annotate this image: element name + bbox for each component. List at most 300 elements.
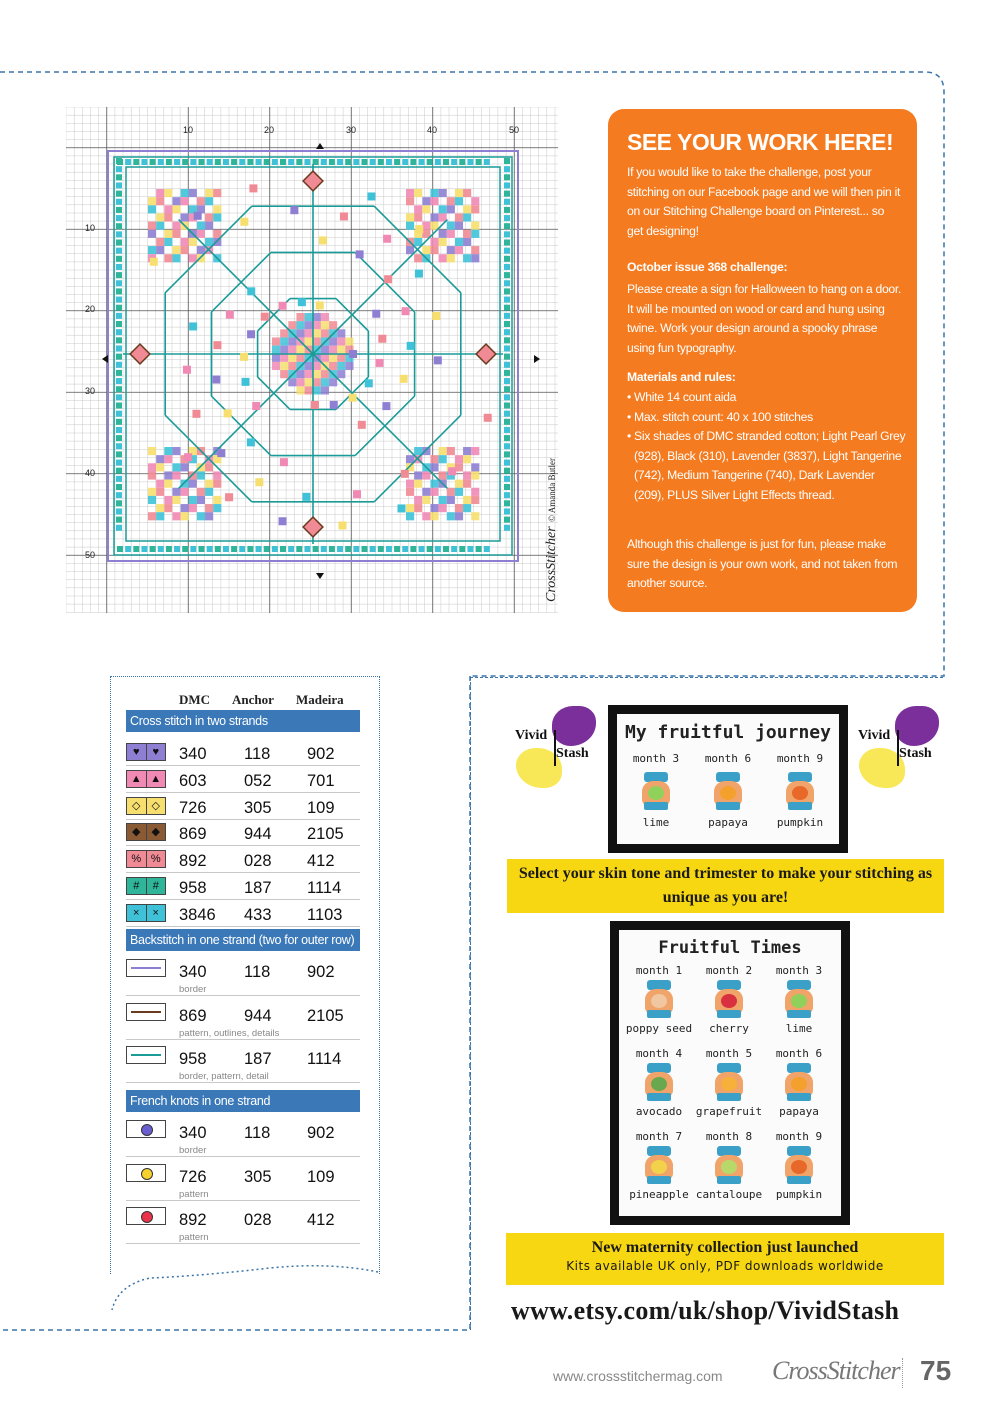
border-stitch — [504, 403, 510, 409]
madeira-code: 1103 — [307, 905, 343, 924]
motif-stitch — [302, 493, 310, 501]
motif-stitch — [367, 192, 375, 200]
cross-stitch-row — [126, 846, 360, 873]
pattern-stitch — [205, 189, 213, 197]
times-month-label: month 9 — [775, 1130, 823, 1143]
pattern-stitch — [205, 488, 213, 496]
border-stitch — [504, 272, 510, 278]
materials-item: • Max. stitch count: 40 x 100 stitches — [627, 409, 813, 424]
border-stitch — [239, 546, 245, 552]
border-stitch — [504, 321, 510, 327]
motif-stitch — [398, 504, 406, 512]
centre-stitch — [321, 386, 329, 394]
border-stitch — [504, 362, 510, 368]
logo-stash: Stash — [556, 746, 589, 761]
centre-stitch — [305, 362, 313, 370]
border-stitch — [504, 329, 510, 335]
border-stitch — [116, 492, 122, 498]
motif-stitch — [349, 394, 357, 402]
pattern-stitch — [164, 496, 172, 504]
cross-stitch-chart — [66, 107, 582, 613]
border-stitch — [443, 159, 449, 165]
border-stitch — [116, 443, 122, 449]
border-stitch — [150, 159, 156, 165]
madeira-code: 701 — [307, 771, 335, 790]
pattern-stitch — [439, 254, 447, 262]
pattern-stitch — [181, 480, 189, 488]
pattern-stitch — [213, 230, 221, 238]
border-stitch — [467, 159, 473, 165]
pattern-stitch — [213, 471, 221, 479]
border-stitch — [116, 354, 122, 360]
centre-stitch — [329, 321, 337, 329]
centre-stitch — [321, 370, 329, 378]
border-stitch — [504, 313, 510, 319]
banner-new-collection-title: New maternity collection just launched — [591, 1239, 859, 1256]
centre-stitch — [321, 313, 329, 321]
motif-stitch — [212, 375, 220, 383]
border-stitch — [451, 546, 457, 552]
symbol-cell: ◇ — [147, 798, 166, 814]
pattern-stitch — [439, 230, 447, 238]
border-stitch — [504, 240, 510, 246]
journey-month-label: month 3 — [632, 752, 680, 765]
motif-stitch — [247, 438, 255, 446]
pattern-stitch — [205, 213, 213, 221]
border-stitch — [504, 215, 510, 221]
journey-month-label: month 9 — [776, 752, 824, 765]
chart-top-number: 30 — [346, 125, 357, 135]
materials-item: • White 14 count aida — [627, 390, 737, 404]
centre-stitch — [296, 370, 304, 378]
pattern-stitch — [148, 205, 156, 213]
pattern-stitch — [181, 189, 189, 197]
pattern-stitch — [181, 213, 189, 221]
usage-note: pattern — [179, 1188, 209, 1200]
chart-top-number: 20 — [264, 125, 275, 135]
border-stitch — [182, 159, 188, 165]
border-stitch — [288, 546, 294, 552]
pattern-stitch — [471, 230, 479, 238]
anchor-code: 118 — [244, 745, 271, 763]
border-stitch — [116, 191, 122, 197]
pattern-stitch — [471, 496, 479, 504]
centre-stitch — [272, 337, 280, 345]
pregnancy-figure — [711, 772, 745, 812]
pattern-stitch — [439, 496, 447, 504]
border-stitch — [116, 313, 122, 319]
anchor-code: 118 — [244, 963, 271, 981]
border-stitch — [190, 159, 196, 165]
pattern-stitch — [414, 480, 422, 488]
pattern-stitch — [406, 189, 414, 197]
border-stitch — [419, 159, 425, 165]
pattern-stitch — [430, 189, 438, 197]
motif-stitch — [484, 414, 492, 422]
centre-stitch — [305, 370, 313, 378]
paint-splash-icon — [552, 706, 596, 746]
border-stitch — [116, 329, 122, 335]
pattern-stitch — [148, 447, 156, 455]
times-month-label: month 3 — [775, 964, 823, 977]
logo-vivid: Vivid — [515, 728, 548, 743]
times-fruit-label: papaya — [779, 1105, 819, 1118]
pattern-stitch — [189, 471, 197, 479]
border-stitch — [116, 468, 122, 474]
border-stitch — [116, 321, 122, 327]
border-stitch — [116, 297, 122, 303]
border-stitch — [116, 451, 122, 457]
page-number: 75 — [920, 1355, 952, 1386]
pattern-stitch — [463, 238, 471, 246]
journey-month-label: month 6 — [704, 752, 752, 765]
pattern-stitch — [422, 246, 430, 254]
pattern-stitch — [164, 471, 172, 479]
pattern-stitch — [439, 238, 447, 246]
border-stitch — [504, 305, 510, 311]
materials-list — [627, 388, 907, 505]
pattern-stitch — [406, 504, 414, 512]
centre-stitch — [280, 337, 288, 345]
border-stitch — [116, 272, 122, 278]
border-stitch — [116, 403, 122, 409]
motif-stitch — [372, 310, 380, 318]
border-stitch — [504, 191, 510, 197]
centre-stitch — [329, 378, 337, 386]
motif-stitch — [217, 449, 225, 457]
pattern-stitch — [422, 222, 430, 230]
border-stitch — [117, 546, 123, 552]
pattern-stitch — [414, 254, 422, 262]
materials-heading: Materials and rules: — [627, 370, 736, 384]
pattern-stitch — [463, 455, 471, 463]
cross-stitch-row — [126, 793, 360, 820]
times-month-label: month 8 — [705, 1130, 753, 1143]
chart-grid — [66, 107, 582, 613]
centre-stitch — [296, 346, 304, 354]
border-stitch — [116, 517, 122, 523]
pattern-stitch — [447, 246, 455, 254]
border-stitch — [304, 159, 310, 165]
pattern-stitch — [156, 213, 164, 221]
border-stitch — [402, 159, 408, 165]
centre-stitch — [305, 337, 313, 345]
pattern-stitch — [164, 230, 172, 238]
pattern-stitch — [439, 455, 447, 463]
motif-stitch — [247, 287, 255, 295]
border-stitch — [264, 546, 270, 552]
border-stitch — [215, 159, 221, 165]
motif-stitch — [338, 521, 346, 529]
pattern-stitch — [156, 455, 164, 463]
motif-stitch — [189, 322, 197, 330]
pattern-stitch — [455, 197, 463, 205]
pattern-stitch — [447, 230, 455, 238]
pattern-stitch — [205, 504, 213, 512]
motif-stitch — [150, 258, 158, 266]
pattern-stitch — [164, 213, 172, 221]
border-stitch — [239, 159, 245, 165]
motif-stitch — [290, 206, 298, 214]
centre-stitch — [345, 337, 353, 345]
border-stitch — [370, 546, 376, 552]
pattern-stitch — [213, 189, 221, 197]
chart-top-number: 40 — [427, 125, 438, 135]
border-stitch — [476, 546, 482, 552]
border-stitch — [116, 411, 122, 417]
motif-stitch — [194, 212, 202, 220]
border-stitch — [504, 199, 510, 205]
motif-stitch — [319, 236, 327, 244]
border-stitch — [504, 508, 510, 514]
border-stitch — [329, 546, 335, 552]
pregnancy-figure — [782, 1146, 816, 1186]
centre-stitch — [305, 329, 313, 337]
line-swatch — [126, 1003, 166, 1021]
pattern-stitch — [422, 496, 430, 504]
pattern-stitch — [197, 496, 205, 504]
border-stitch — [484, 159, 490, 165]
border-stitch — [504, 223, 510, 229]
madeira-code: 902 — [307, 963, 335, 981]
pattern-stitch — [414, 504, 422, 512]
border-stitch — [419, 546, 425, 552]
border-stitch — [504, 468, 510, 474]
border-stitch — [378, 159, 384, 165]
motif-stitch — [298, 298, 306, 306]
centre-stitch — [305, 378, 313, 386]
motif-stitch — [365, 379, 373, 387]
motif-stitch — [415, 270, 423, 278]
centre-stitch — [296, 329, 304, 337]
pattern-stitch — [447, 488, 455, 496]
symbol-cell: # — [147, 878, 166, 894]
chart-top-number: 10 — [183, 125, 194, 135]
border-stitch — [280, 546, 286, 552]
centre-stitch — [313, 362, 321, 370]
border-stitch — [116, 370, 122, 376]
anchor-code: 944 — [244, 1006, 272, 1025]
journey-fruit-label: lime — [642, 816, 670, 829]
border-stitch — [504, 354, 510, 360]
centre-stitch — [329, 337, 337, 345]
pattern-stitch — [164, 480, 172, 488]
border-stitch — [504, 451, 510, 457]
pattern-stitch — [406, 488, 414, 496]
centre-stitch — [288, 321, 296, 329]
pattern-stitch — [463, 447, 471, 455]
footer-website[interactable]: www.crossstitchermag.com — [553, 1368, 723, 1384]
border-stitch — [435, 546, 441, 552]
centre-stitch — [337, 354, 345, 362]
border-stitch — [116, 288, 122, 294]
dmc-code: 958 — [179, 1050, 207, 1068]
centre-stitch — [280, 329, 288, 337]
backstitch-lattice — [123, 164, 503, 544]
border-stitch — [116, 223, 122, 229]
pattern-stitch — [156, 488, 164, 496]
pattern-stitch — [148, 222, 156, 230]
pattern-stitch — [463, 189, 471, 197]
centre-stitch — [296, 378, 304, 386]
pattern-stitch — [181, 512, 189, 520]
pattern-stitch — [447, 205, 455, 213]
pattern-stitch — [406, 213, 414, 221]
pattern-stitch — [189, 238, 197, 246]
motif-stitch — [311, 401, 319, 409]
french-knot-row — [126, 1116, 360, 1157]
chart-top-number: 50 — [509, 125, 520, 135]
border-stitch — [116, 378, 122, 384]
etsy-shop-link[interactable]: www.etsy.com/uk/shop/VividStash — [511, 1296, 900, 1325]
pattern-stitch — [189, 254, 197, 262]
border-stitch — [504, 500, 510, 506]
symbol-cell: # — [127, 878, 147, 894]
centre-stitch — [313, 313, 321, 321]
anchor-code: 028 — [244, 1211, 272, 1229]
border-stitch — [394, 159, 400, 165]
motif-stitch — [378, 335, 386, 343]
times-month-label: month 2 — [705, 964, 753, 977]
pregnancy-figure — [782, 980, 816, 1020]
madeira-code: 1114 — [307, 1050, 342, 1068]
times-fruit-label: pumpkin — [775, 1188, 823, 1201]
pattern-stitch — [156, 512, 164, 520]
french-knots-heading: French knots in one strand — [126, 1090, 360, 1112]
border-stitch — [394, 546, 400, 552]
usage-note: pattern — [179, 1232, 209, 1243]
pattern-stitch — [439, 447, 447, 455]
pattern-stitch — [148, 512, 156, 520]
border-stitch — [116, 419, 122, 425]
pattern-stitch — [422, 512, 430, 520]
motif-stitch — [224, 409, 232, 417]
symbol-swatch — [126, 797, 166, 815]
pattern-stitch — [164, 189, 172, 197]
centre-stitch — [288, 378, 296, 386]
border-stitch — [288, 159, 294, 165]
pattern-stitch — [181, 197, 189, 205]
anchor-code: 944 — [244, 825, 272, 844]
pattern-stitch — [148, 471, 156, 479]
chart-side-number: 40 — [85, 468, 96, 478]
border-stitch — [116, 215, 122, 221]
pattern-stitch — [430, 480, 438, 488]
challenge-title: SEE YOUR WORK HERE! — [627, 129, 894, 155]
border-stitch — [272, 546, 278, 552]
issue-heading: October issue 368 challenge: — [627, 260, 788, 274]
border-stitch — [504, 174, 510, 180]
symbol-cell: ♥ — [127, 744, 147, 760]
pattern-stitch — [463, 471, 471, 479]
border-stitch — [386, 546, 392, 552]
challenge-box — [608, 109, 917, 612]
pattern-stitch — [181, 488, 189, 496]
banner-new-collection-sub: Kits available UK only, PDF downloads worldwide — [566, 1259, 884, 1273]
centre-stitch — [321, 329, 329, 337]
border-stitch — [116, 484, 122, 490]
border-stitch — [116, 500, 122, 506]
pattern-stitch — [156, 504, 164, 512]
border-stitch — [504, 182, 510, 188]
motif-stitch — [240, 353, 248, 361]
border-stitch — [116, 476, 122, 482]
pattern-stitch — [164, 205, 172, 213]
border-stitch — [504, 484, 510, 490]
centre-stitch — [272, 362, 280, 370]
border-stitch — [504, 443, 510, 449]
anchor-code: 187 — [244, 1050, 272, 1068]
border-stitch — [174, 546, 180, 552]
border-stitch — [504, 460, 510, 466]
pattern-stitch — [205, 512, 213, 520]
pattern-stitch — [439, 471, 447, 479]
anchor-code: 305 — [244, 1167, 272, 1186]
dmc-code: 340 — [179, 745, 207, 763]
usage-note: border, pattern, detail — [179, 1071, 269, 1082]
times-fruit-label: cherry — [709, 1022, 749, 1035]
pattern-stitch — [172, 463, 180, 471]
border-stitch — [504, 231, 510, 237]
pattern-stitch — [148, 488, 156, 496]
pattern-stitch — [172, 222, 180, 230]
pattern-stitch — [455, 189, 463, 197]
pattern-stitch — [430, 238, 438, 246]
motif-stitch — [247, 330, 255, 338]
pattern-stitch — [181, 504, 189, 512]
anchor-code: 305 — [244, 798, 272, 817]
pattern-stitch — [471, 447, 479, 455]
motif-stitch — [382, 402, 390, 410]
pattern-stitch — [164, 504, 172, 512]
border-stitch — [116, 508, 122, 514]
pregnancy-figure — [642, 980, 676, 1020]
usage-note: border — [179, 1145, 207, 1156]
logo-stash: Stash — [899, 746, 932, 761]
times-month-label: month 7 — [635, 1130, 683, 1143]
pattern-stitch — [156, 246, 164, 254]
pattern-stitch — [213, 213, 221, 221]
pregnancy-figure — [642, 1063, 676, 1103]
backstitch-heading: Backstitch in one strand (two for outer row) — [126, 929, 360, 951]
cross-stitch-row — [126, 739, 360, 766]
border-stitch — [337, 159, 343, 165]
backstitch-row — [126, 955, 360, 996]
pattern-stitch — [213, 480, 221, 488]
pattern-stitch — [471, 197, 479, 205]
pregnancy-figure — [783, 772, 817, 812]
pregnancy-figure — [639, 772, 673, 812]
symbol-cell: ◇ — [127, 798, 147, 814]
border-stitch — [410, 159, 416, 165]
pattern-stitch — [414, 496, 422, 504]
symbol-cell: ♥ — [147, 744, 166, 760]
centre-stitch — [288, 346, 296, 354]
madeira-code: 109 — [307, 798, 335, 817]
french-knot-row — [126, 1160, 360, 1201]
border-stitch — [427, 546, 433, 552]
pattern-stitch — [463, 480, 471, 488]
border-stitch — [296, 159, 302, 165]
border-stitch — [504, 280, 510, 286]
times-fruit-label: poppy seed — [625, 1022, 693, 1035]
centre-stitch — [337, 337, 345, 345]
pattern-stitch — [213, 496, 221, 504]
pattern-stitch — [164, 447, 172, 455]
motif-stitch — [400, 375, 408, 383]
pattern-stitch — [471, 463, 479, 471]
border-stitch — [362, 546, 368, 552]
